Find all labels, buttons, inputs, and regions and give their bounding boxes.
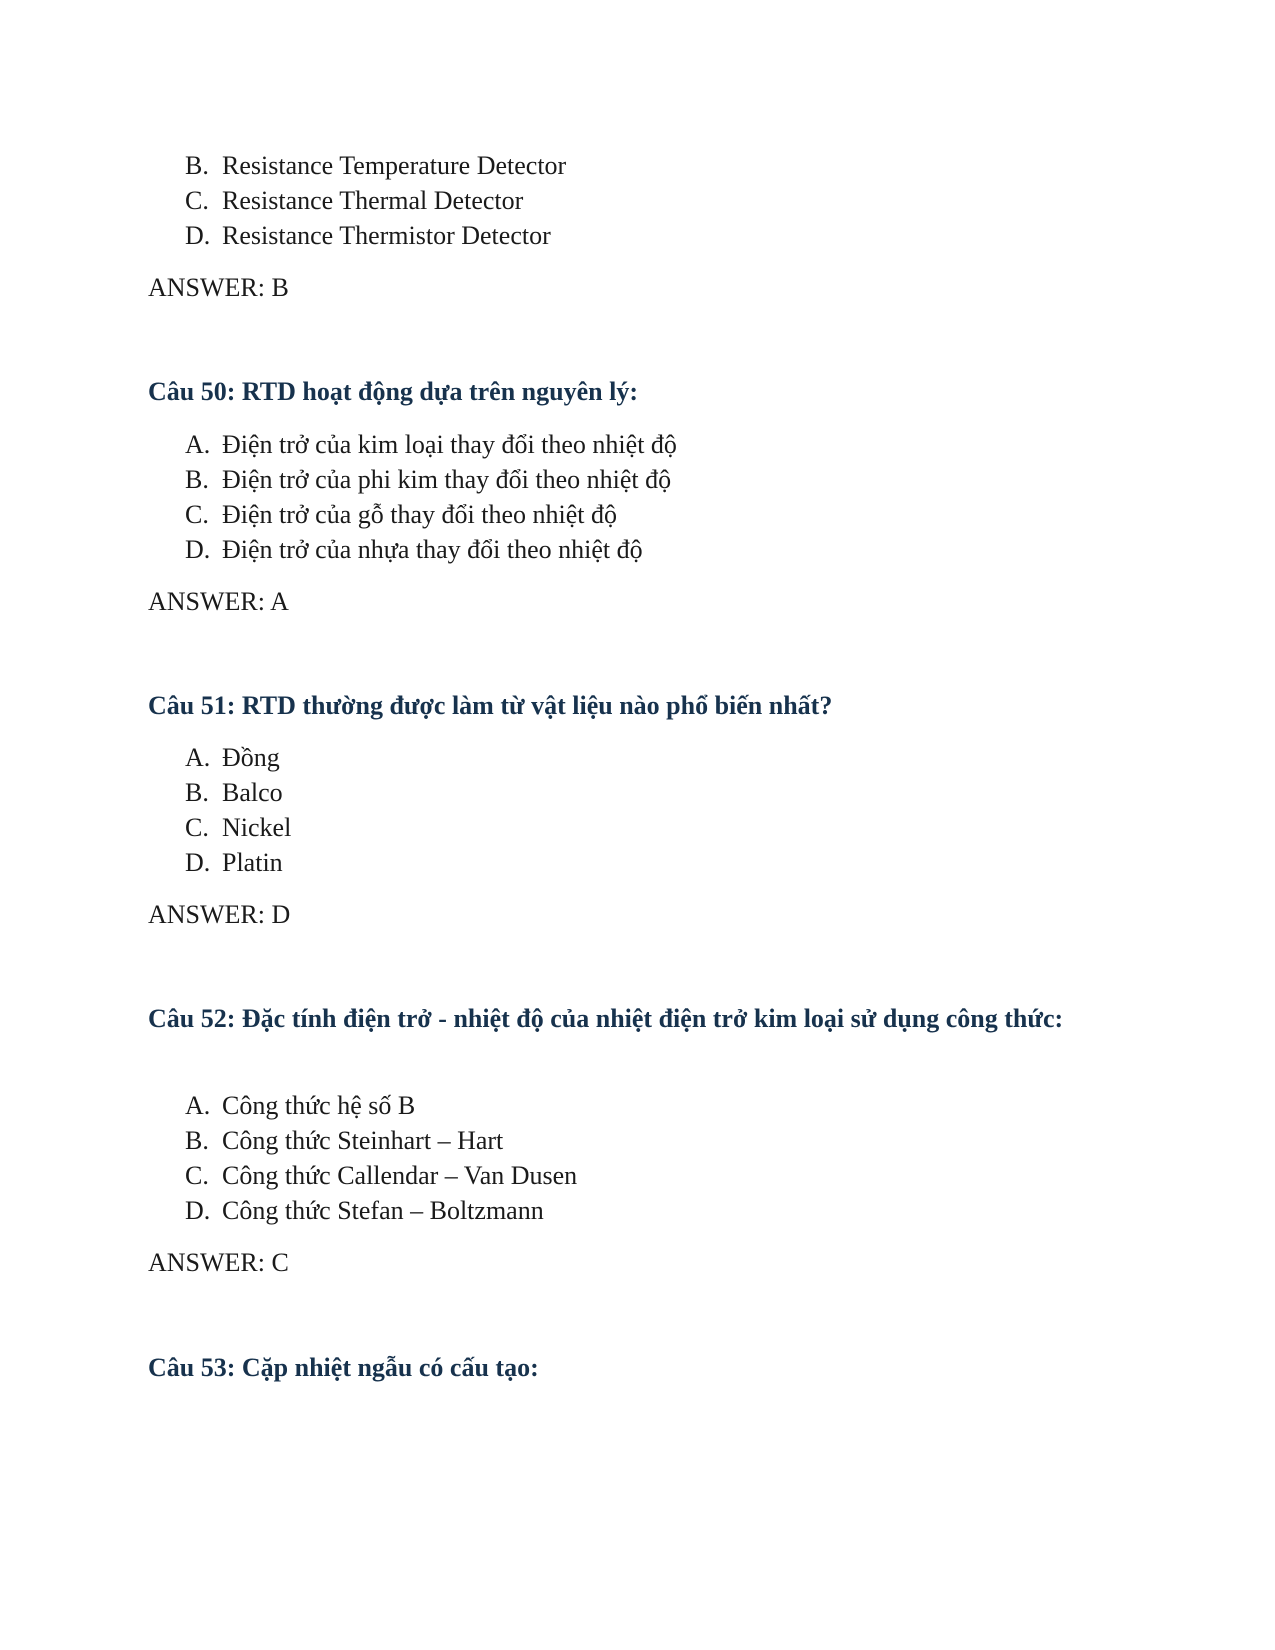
option-text: Platin: [222, 848, 283, 877]
question-53-title: Câu 53: Cặp nhiệt ngẫu có cấu tạo:: [148, 1353, 539, 1382]
option-text: Resistance Thermal Detector: [222, 186, 524, 215]
question-50-title: Câu 50: RTD hoạt động dựa trên nguyên lý:: [148, 377, 638, 406]
option-text: Đồng: [222, 743, 280, 772]
option-text: Công thức Callendar – Van Dusen: [222, 1161, 578, 1190]
answer-text: ANSWER: B: [148, 273, 289, 302]
option-letter: D.: [185, 221, 211, 250]
option-letter: C.: [185, 1161, 209, 1190]
option-letter: B.: [185, 1126, 209, 1155]
option-letter: B.: [185, 151, 209, 180]
answer-text: ANSWER: C: [148, 1248, 289, 1277]
option-letter: D.: [185, 535, 211, 564]
option-letter: C.: [185, 186, 209, 215]
question-52-title: Câu 52: Đặc tính điện trở - nhiệt độ của nhiệt điện trở kim loại sử dụng công thức:: [148, 1004, 1064, 1033]
option-a: [0, 1088, 1275, 1123]
option-a: [0, 740, 1275, 775]
question-51-options: [0, 740, 1275, 880]
option-c: [0, 810, 1275, 845]
answer-text: ANSWER: A: [148, 587, 289, 616]
option-letter: B.: [185, 465, 209, 494]
option-a: [0, 427, 1275, 462]
option-d: [0, 1193, 1275, 1228]
option-d: [0, 845, 1275, 880]
option-letter: A.: [185, 430, 211, 459]
question-52-options: [0, 1088, 1275, 1228]
option-text: Resistance Thermistor Detector: [222, 221, 551, 250]
option-d: [0, 218, 1275, 253]
option-text: Điện trở của nhựa thay đổi theo nhiệt độ: [222, 535, 643, 564]
top-options-block: [0, 148, 1275, 253]
question-51-options-block: [0, 740, 1275, 880]
option-letter: C.: [185, 813, 209, 842]
option-letter: A.: [185, 743, 211, 772]
answer-text: ANSWER: D: [148, 900, 291, 929]
option-text: Điện trở của gỗ thay đổi theo nhiệt độ: [222, 500, 617, 529]
question-50-options: [0, 427, 1275, 567]
option-text: Công thức Stefan – Boltzmann: [222, 1196, 544, 1225]
option-b: [0, 462, 1275, 497]
option-text: Resistance Temperature Detector: [222, 151, 567, 180]
question-52-options-block: [0, 1088, 1275, 1228]
option-b: [0, 1123, 1275, 1158]
option-letter: D.: [185, 1196, 211, 1225]
option-text: Nickel: [222, 813, 292, 842]
option-c: [0, 497, 1275, 532]
option-letter: A.: [185, 1091, 211, 1120]
option-letter: C.: [185, 500, 209, 529]
top-options-list: [0, 148, 1275, 253]
option-letter: D.: [185, 848, 211, 877]
option-letter: B.: [185, 778, 209, 807]
option-b: [0, 775, 1275, 810]
option-d: [0, 532, 1275, 567]
option-text: Điện trở của phi kim thay đổi theo nhiệt độ: [222, 465, 672, 494]
option-text: Balco: [222, 778, 283, 807]
question-50-options-block: [0, 427, 1275, 567]
option-text: Công thức hệ số B: [222, 1091, 416, 1120]
question-51-title: Câu 51: RTD thường được làm từ vật liệu nào phổ biến nhất?: [148, 691, 833, 720]
option-c: [0, 183, 1275, 218]
option-b: [0, 148, 1275, 183]
option-text: Điện trở của kim loại thay đổi theo nhiệt độ: [222, 430, 677, 459]
option-text: Công thức Steinhart – Hart: [222, 1126, 504, 1155]
option-c: [0, 1158, 1275, 1193]
